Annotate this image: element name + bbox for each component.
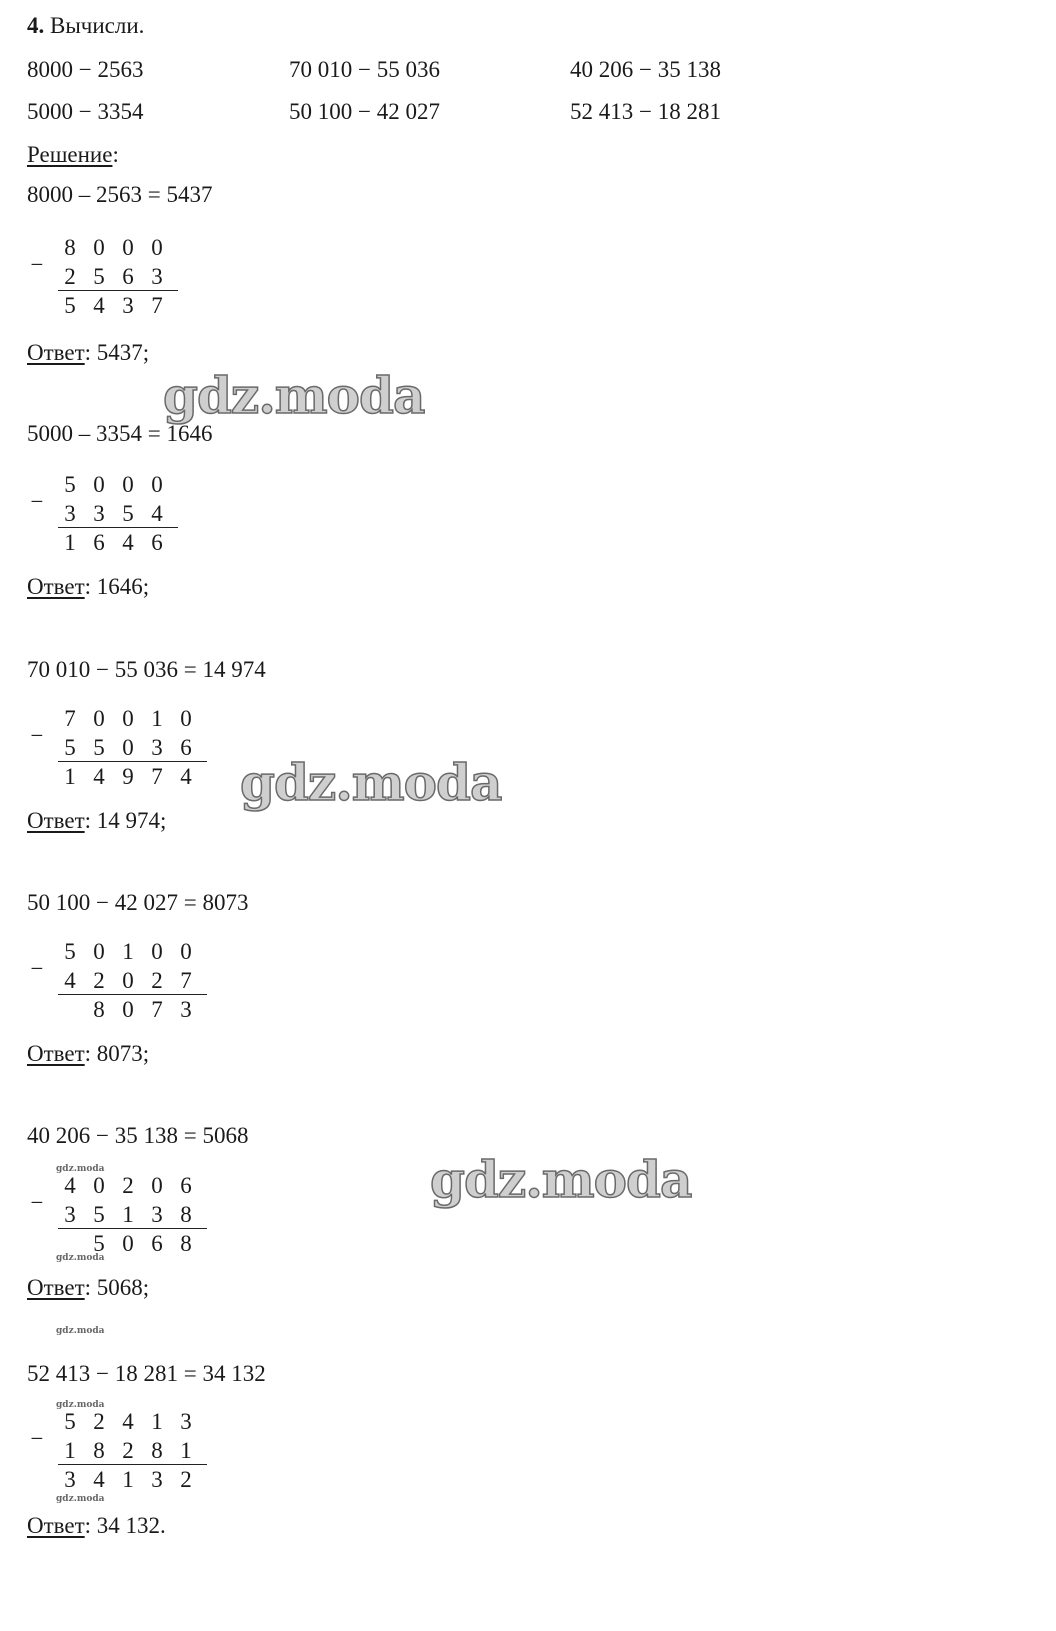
task-title: Вычисли. — [50, 13, 145, 38]
watermark-small: gdz.moda — [56, 1253, 105, 1263]
digit: 4 — [93, 293, 105, 318]
exercise-1-3: 40 206 − 35 138 — [570, 57, 721, 82]
subtraction-line — [58, 290, 178, 291]
exercise-1-1: 8000 − 2563 — [27, 57, 144, 82]
digit: 0 — [93, 235, 105, 260]
answer-value: : 1646; — [84, 574, 150, 599]
digit: 2 — [64, 264, 76, 289]
digit: 5 — [64, 939, 76, 964]
digit: 0 — [122, 1231, 134, 1256]
digit: 4 — [93, 1467, 105, 1492]
subtraction-line — [58, 761, 207, 762]
digit: 4 — [64, 1173, 76, 1198]
answer-label: Ответ — [27, 808, 85, 833]
digit: 2 — [180, 1467, 192, 1492]
digit: 6 — [180, 735, 192, 760]
minus-sign: − — [30, 251, 44, 277]
exercise-2-3: 52 413 − 18 281 — [570, 99, 721, 124]
digit: 1 — [64, 1438, 76, 1463]
digit: 4 — [122, 530, 134, 555]
subtrahend-row — [27, 1437, 227, 1465]
subtrahend-row — [27, 734, 227, 762]
subtrahend-row — [27, 263, 227, 291]
column-subtraction — [27, 938, 227, 1031]
solution-equation: 50 100 − 42 027 = 8073 — [27, 890, 249, 915]
minuend-row — [27, 471, 227, 499]
answer-value: : 5437; — [84, 340, 150, 365]
digit: 1 — [151, 706, 163, 731]
digit: 7 — [180, 968, 192, 993]
answer-line — [27, 1274, 149, 1302]
exercise-2-1: 5000 − 3354 — [27, 99, 144, 124]
exercise-2-2: 50 100 − 42 027 — [289, 99, 440, 124]
digit: 0 — [93, 472, 105, 497]
digit: 6 — [180, 1173, 192, 1198]
digit: 6 — [93, 530, 105, 555]
digit: 9 — [122, 764, 134, 789]
task-heading — [27, 12, 144, 40]
solution-equation: 5000 – 3354 = 1646 — [27, 421, 213, 446]
answer-label: Ответ — [27, 1275, 85, 1300]
watermark-small: gdz.moda — [56, 1400, 105, 1410]
digit: 1 — [122, 1202, 134, 1227]
digit: 1 — [151, 1409, 163, 1434]
digit: 0 — [93, 706, 105, 731]
digit: 0 — [151, 1173, 163, 1198]
solution-label: Решение: — [27, 142, 119, 167]
digit: 1 — [64, 530, 76, 555]
result-row — [27, 763, 227, 791]
solution-equation: 40 206 − 35 138 = 5068 — [27, 1123, 249, 1148]
minuend-row — [27, 938, 227, 966]
solution-equation: 8000 – 2563 = 5437 — [27, 182, 213, 207]
minuend-row — [27, 705, 227, 733]
digit: 0 — [151, 939, 163, 964]
digit: 8 — [93, 1438, 105, 1463]
column-subtraction — [27, 471, 227, 564]
digit: 5 — [64, 735, 76, 760]
digit: 3 — [64, 1202, 76, 1227]
digit: 0 — [93, 1173, 105, 1198]
digit: 5 — [93, 1202, 105, 1227]
digit: 1 — [180, 1438, 192, 1463]
answer-line — [27, 1512, 166, 1540]
minus-sign: − — [30, 955, 44, 981]
minuend-row — [27, 1408, 227, 1436]
digit: 2 — [93, 1409, 105, 1434]
digit: 5 — [93, 735, 105, 760]
subtrahend-row — [27, 1201, 227, 1229]
answer-label: Ответ — [27, 1041, 85, 1066]
digit: 2 — [122, 1438, 134, 1463]
digit: 7 — [151, 764, 163, 789]
watermark-small: gdz.moda — [56, 1326, 105, 1336]
digit: 8 — [180, 1202, 192, 1227]
digit: 5 — [64, 293, 76, 318]
solution-equation: 52 413 − 18 281 = 34 132 — [27, 1361, 266, 1386]
digit: 3 — [93, 501, 105, 526]
digit: 3 — [122, 293, 134, 318]
digit: 4 — [151, 501, 163, 526]
minuend-row — [27, 234, 227, 262]
digit: 8 — [93, 997, 105, 1022]
result-row — [27, 292, 227, 320]
answer-line — [27, 339, 149, 367]
digit: 4 — [93, 764, 105, 789]
digit: 6 — [151, 1231, 163, 1256]
digit: 0 — [151, 472, 163, 497]
minus-sign: − — [30, 488, 44, 514]
answer-value: : 8073; — [84, 1041, 150, 1066]
watermark-logo: gdz.moda — [163, 366, 425, 425]
digit: 7 — [151, 293, 163, 318]
digit: 0 — [180, 706, 192, 731]
watermark-small: gdz.moda — [56, 1494, 105, 1504]
column-subtraction — [27, 234, 227, 327]
result-row — [27, 996, 227, 1024]
subtraction-line — [58, 527, 178, 528]
answer-label: Ответ — [27, 340, 85, 365]
column-subtraction — [27, 1172, 227, 1265]
answer-value: : 14 974; — [84, 808, 167, 833]
digit: 6 — [151, 530, 163, 555]
digit: 2 — [151, 968, 163, 993]
digit: 0 — [122, 968, 134, 993]
digit: 2 — [93, 968, 105, 993]
digit: 0 — [122, 735, 134, 760]
result-row — [27, 529, 227, 557]
solution-equation: 70 010 − 55 036 = 14 974 — [27, 657, 266, 682]
digit: 2 — [122, 1173, 134, 1198]
digit: 3 — [180, 997, 192, 1022]
digit: 5 — [93, 264, 105, 289]
watermark-logo: gdz.moda — [240, 753, 502, 812]
column-subtraction — [27, 1408, 227, 1501]
digit: 8 — [180, 1231, 192, 1256]
digit: 4 — [180, 764, 192, 789]
answer-value: : 5068; — [84, 1275, 150, 1300]
answer-value: : 34 132. — [84, 1513, 166, 1538]
subtrahend-row — [27, 967, 227, 995]
digit: 0 — [151, 235, 163, 260]
subtraction-line — [58, 1228, 207, 1229]
result-row — [27, 1466, 227, 1494]
watermark-small: gdz.moda — [56, 1164, 105, 1174]
digit: 7 — [64, 706, 76, 731]
digit: 1 — [122, 1467, 134, 1492]
digit: 5 — [93, 1231, 105, 1256]
digit: 0 — [122, 997, 134, 1022]
task-number: 4. — [27, 13, 45, 38]
watermark-logo: gdz.moda — [430, 1150, 692, 1209]
digit: 3 — [64, 501, 76, 526]
minus-sign: − — [30, 1189, 44, 1215]
answer-line — [27, 1040, 149, 1068]
subtrahend-row — [27, 500, 227, 528]
digit: 8 — [64, 235, 76, 260]
digit: 5 — [122, 501, 134, 526]
digit: 3 — [151, 1202, 163, 1227]
minuend-row — [27, 1172, 227, 1200]
digit: 0 — [180, 939, 192, 964]
digit: 1 — [64, 764, 76, 789]
minus-sign: − — [30, 722, 44, 748]
digit: 4 — [64, 968, 76, 993]
digit: 1 — [122, 939, 134, 964]
digit: 3 — [64, 1467, 76, 1492]
digit: 3 — [151, 735, 163, 760]
answer-line — [27, 573, 149, 601]
minus-sign: − — [30, 1425, 44, 1451]
digit: 3 — [151, 1467, 163, 1492]
answer-label: Ответ — [27, 1513, 85, 1538]
digit: 0 — [122, 235, 134, 260]
exercise-1-2: 70 010 − 55 036 — [289, 57, 440, 82]
digit: 8 — [151, 1438, 163, 1463]
digit: 3 — [180, 1409, 192, 1434]
digit: 3 — [151, 264, 163, 289]
answer-label: Ответ — [27, 574, 85, 599]
digit: 4 — [122, 1409, 134, 1434]
subtraction-line — [58, 1464, 207, 1465]
digit: 0 — [122, 472, 134, 497]
digit: 5 — [64, 472, 76, 497]
digit: 0 — [93, 939, 105, 964]
digit: 0 — [122, 706, 134, 731]
column-subtraction — [27, 705, 227, 798]
digit: 5 — [64, 1409, 76, 1434]
answer-line — [27, 807, 166, 835]
digit: 6 — [122, 264, 134, 289]
subtraction-line — [58, 994, 207, 995]
digit: 7 — [151, 997, 163, 1022]
